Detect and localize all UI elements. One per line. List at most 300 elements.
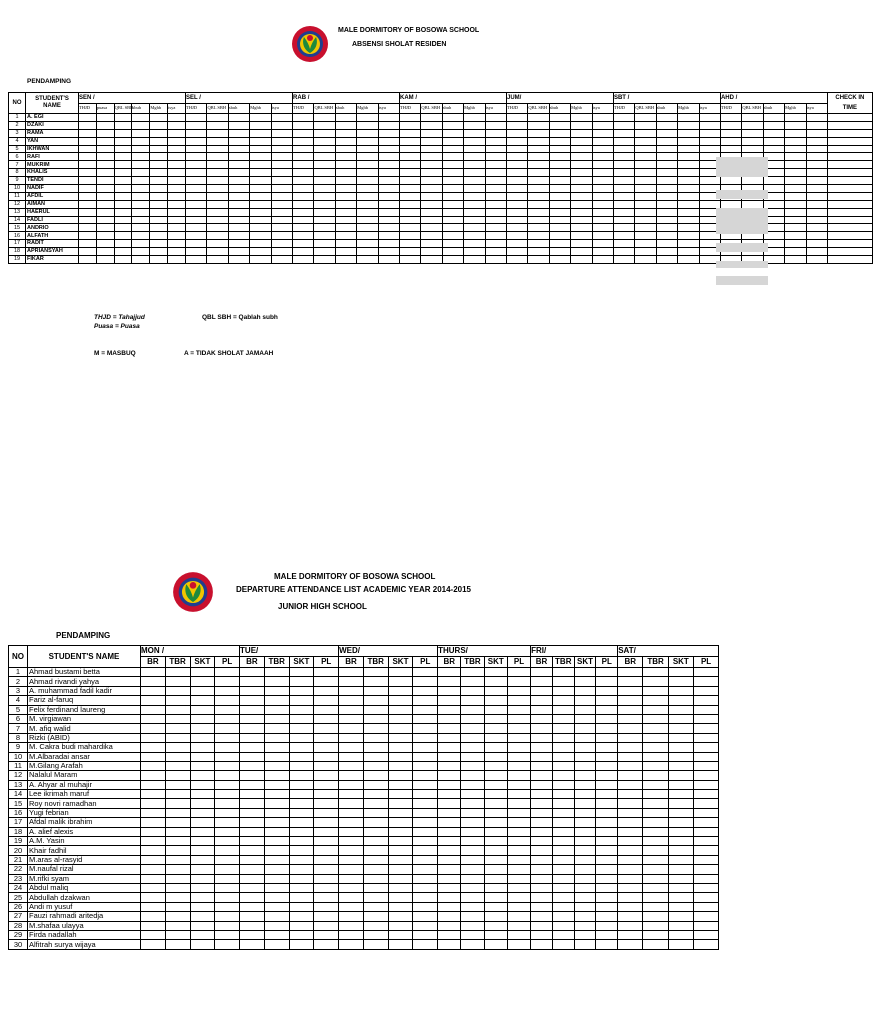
attendance-cell[interactable] [264,743,289,752]
attendance-cell[interactable] [643,846,668,855]
attendance-cell[interactable] [571,169,592,177]
attendance-cell[interactable] [613,216,634,224]
attendance-cell[interactable] [484,837,507,846]
attendance-cell[interactable] [250,232,271,240]
attendance-cell[interactable] [485,208,506,216]
attendance-cell[interactable] [656,177,677,185]
attendance-cell[interactable] [742,145,763,153]
attendance-cell[interactable] [79,192,97,200]
attendance-cell[interactable] [165,724,190,733]
attendance-cell[interactable] [250,121,271,129]
attendance-cell[interactable] [693,752,718,761]
attendance-cell[interactable] [363,733,388,742]
attendance-cell[interactable] [228,248,249,256]
attendance-cell[interactable] [438,724,461,733]
attendance-cell[interactable] [141,780,166,789]
attendance-cell[interactable] [339,930,364,939]
attendance-cell[interactable] [215,837,240,846]
attendance-cell[interactable] [363,940,388,949]
attendance-cell[interactable] [264,771,289,780]
attendance-cell[interactable] [421,240,442,248]
attendance-cell[interactable] [484,752,507,761]
attendance-cell[interactable] [421,248,442,256]
attendance-cell[interactable] [528,129,549,137]
attendance-cell[interactable] [293,161,314,169]
attendance-cell[interactable] [141,686,166,695]
attendance-cell[interactable] [506,161,527,169]
attendance-cell[interactable] [592,129,613,137]
attendance-cell[interactable] [400,224,421,232]
attendance-cell[interactable] [461,837,484,846]
attendance-cell[interactable] [421,224,442,232]
attendance-cell[interactable] [240,799,265,808]
attendance-cell[interactable] [228,177,249,185]
attendance-cell[interactable] [596,912,618,921]
attendance-cell[interactable] [438,865,461,874]
attendance-cell[interactable] [485,153,506,161]
attendance-cell[interactable] [571,137,592,145]
attendance-cell[interactable] [357,177,378,185]
attendance-cell[interactable] [668,668,693,677]
attendance-cell[interactable] [165,883,190,892]
attendance-cell[interactable] [678,200,699,208]
attendance-cell[interactable] [363,846,388,855]
attendance-cell[interactable] [507,780,530,789]
attendance-cell[interactable] [592,232,613,240]
attendance-cell[interactable] [141,790,166,799]
attendance-cell[interactable] [643,893,668,902]
attendance-cell[interactable] [357,185,378,193]
attendance-cell[interactable] [293,216,314,224]
attendance-cell[interactable] [335,129,356,137]
attendance-cell[interactable] [643,855,668,864]
attendance-cell[interactable] [528,177,549,185]
attendance-cell[interactable] [574,902,596,911]
attendance-cell[interactable] [484,912,507,921]
attendance-cell[interactable] [643,761,668,770]
attendance-cell[interactable] [613,145,634,153]
attendance-cell[interactable] [363,818,388,827]
attendance-cell[interactable] [190,940,215,949]
attendance-cell[interactable] [413,827,438,836]
attendance-cell[interactable] [207,169,228,177]
attendance-cell[interactable] [114,114,132,122]
attendance-cell[interactable] [413,714,438,723]
attendance-cell[interactable] [549,145,570,153]
attendance-cell[interactable] [215,865,240,874]
attendance-cell[interactable] [656,153,677,161]
attendance-cell[interactable] [643,902,668,911]
attendance-cell[interactable] [168,185,186,193]
attendance-cell[interactable] [438,696,461,705]
attendance-cell[interactable] [190,761,215,770]
attendance-cell[interactable] [271,256,292,264]
attendance-cell[interactable] [785,200,806,208]
attendance-cell[interactable] [693,883,718,892]
attendance-cell[interactable] [264,855,289,864]
attendance-cell[interactable] [635,192,656,200]
attendance-cell[interactable] [207,216,228,224]
attendance-cell[interactable] [207,177,228,185]
attendance-cell[interactable] [264,902,289,911]
attendance-cell[interactable] [643,930,668,939]
attendance-cell[interactable] [678,121,699,129]
attendance-cell[interactable] [289,883,314,892]
attendance-cell[interactable] [413,893,438,902]
attendance-cell[interactable] [806,153,827,161]
attendance-cell[interactable] [363,668,388,677]
attendance-cell[interactable] [289,696,314,705]
attendance-cell[interactable] [635,248,656,256]
attendance-cell[interactable] [438,743,461,752]
attendance-cell[interactable] [141,855,166,864]
attendance-cell[interactable] [596,893,618,902]
attendance-cell[interactable] [618,780,643,789]
attendance-cell[interactable] [592,192,613,200]
attendance-cell[interactable] [549,232,570,240]
attendance-cell[interactable] [150,129,168,137]
attendance-cell[interactable] [240,827,265,836]
attendance-cell[interactable] [571,200,592,208]
attendance-cell[interactable] [693,818,718,827]
attendance-cell[interactable] [531,883,553,892]
attendance-cell[interactable] [228,192,249,200]
attendance-cell[interactable] [635,200,656,208]
attendance-cell[interactable] [531,808,553,817]
attendance-cell[interactable] [484,761,507,770]
attendance-cell[interactable] [592,216,613,224]
attendance-cell[interactable] [400,256,421,264]
attendance-cell[interactable] [363,780,388,789]
attendance-cell[interactable] [150,169,168,177]
attendance-cell[interactable] [574,771,596,780]
attendance-cell[interactable] [228,185,249,193]
attendance-cell[interactable] [618,743,643,752]
attendance-cell[interactable] [79,177,97,185]
attendance-cell[interactable] [388,668,413,677]
attendance-cell[interactable] [114,248,132,256]
attendance-cell[interactable] [643,780,668,789]
attendance-cell[interactable] [314,668,339,677]
attendance-cell[interactable] [596,799,618,808]
attendance-cell[interactable] [190,818,215,827]
attendance-cell[interactable] [549,114,570,122]
attendance-cell[interactable] [186,248,207,256]
attendance-cell[interactable] [574,761,596,770]
attendance-cell[interactable] [293,248,314,256]
attendance-cell[interactable] [635,224,656,232]
attendance-cell[interactable] [240,846,265,855]
attendance-cell[interactable] [806,129,827,137]
attendance-cell[interactable] [413,846,438,855]
attendance-cell[interactable] [668,714,693,723]
attendance-cell[interactable] [378,200,399,208]
attendance-cell[interactable] [643,752,668,761]
attendance-cell[interactable] [168,240,186,248]
attendance-cell[interactable] [785,161,806,169]
attendance-cell[interactable] [785,153,806,161]
attendance-cell[interactable] [785,177,806,185]
attendance-cell[interactable] [484,808,507,817]
attendance-cell[interactable] [531,705,553,714]
attendance-cell[interactable] [289,940,314,949]
attendance-cell[interactable] [656,200,677,208]
attendance-cell[interactable] [388,752,413,761]
attendance-cell[interactable] [363,912,388,921]
attendance-cell[interactable] [668,921,693,930]
attendance-cell[interactable] [207,256,228,264]
attendance-cell[interactable] [438,733,461,742]
attendance-cell[interactable] [720,145,741,153]
attendance-cell[interactable] [378,177,399,185]
attendance-cell[interactable] [507,771,530,780]
attendance-cell[interactable] [484,724,507,733]
attendance-cell[interactable] [531,668,553,677]
attendance-cell[interactable] [592,208,613,216]
attendance-cell[interactable] [549,129,570,137]
attendance-cell[interactable] [613,248,634,256]
attendance-cell[interactable] [785,121,806,129]
attendance-cell[interactable] [613,129,634,137]
attendance-cell[interactable] [363,874,388,883]
attendance-cell[interactable] [678,256,699,264]
attendance-cell[interactable] [388,761,413,770]
attendance-cell[interactable] [442,240,463,248]
attendance-cell[interactable] [250,192,271,200]
attendance-cell[interactable] [388,696,413,705]
attendance-cell[interactable] [785,114,806,122]
attendance-cell[interactable] [240,752,265,761]
attendance-cell[interactable] [552,790,574,799]
attendance-cell[interactable] [531,761,553,770]
attendance-cell[interactable] [250,240,271,248]
attendance-cell[interactable] [264,780,289,789]
attendance-cell[interactable] [228,129,249,137]
attendance-cell[interactable] [668,733,693,742]
attendance-cell[interactable] [250,248,271,256]
attendance-cell[interactable] [421,137,442,145]
attendance-cell[interactable] [190,771,215,780]
attendance-cell[interactable] [400,216,421,224]
attendance-cell[interactable] [785,208,806,216]
attendance-cell[interactable] [400,169,421,177]
attendance-cell[interactable] [461,696,484,705]
attendance-cell[interactable] [141,668,166,677]
attendance-cell[interactable] [357,137,378,145]
attendance-cell[interactable] [165,686,190,695]
attendance-cell[interactable] [357,232,378,240]
attendance-cell[interactable] [215,893,240,902]
attendance-cell[interactable] [693,827,718,836]
attendance-cell[interactable] [656,224,677,232]
attendance-cell[interactable] [484,705,507,714]
attendance-cell[interactable] [314,902,339,911]
attendance-cell[interactable] [484,921,507,930]
attendance-cell[interactable] [289,827,314,836]
attendance-cell[interactable] [592,114,613,122]
attendance-cell[interactable] [293,256,314,264]
attendance-cell[interactable] [271,169,292,177]
attendance-cell[interactable] [785,248,806,256]
attendance-cell[interactable] [335,232,356,240]
attendance-cell[interactable] [335,114,356,122]
attendance-cell[interactable] [114,240,132,248]
attendance-cell[interactable] [141,714,166,723]
attendance-cell[interactable] [506,240,527,248]
attendance-cell[interactable] [339,705,364,714]
attendance-cell[interactable] [240,818,265,827]
attendance-cell[interactable] [613,208,634,216]
attendance-cell[interactable] [574,705,596,714]
attendance-cell[interactable] [165,780,190,789]
attendance-cell[interactable] [461,771,484,780]
attendance-cell[interactable] [271,192,292,200]
attendance-cell[interactable] [574,874,596,883]
attendance-cell[interactable] [378,161,399,169]
attendance-cell[interactable] [150,208,168,216]
attendance-cell[interactable] [699,200,720,208]
attendance-cell[interactable] [335,169,356,177]
attendance-cell[interactable] [442,224,463,232]
attendance-cell[interactable] [186,224,207,232]
attendance-cell[interactable] [785,256,806,264]
attendance-cell[interactable] [240,771,265,780]
attendance-cell[interactable] [378,248,399,256]
attendance-cell[interactable] [596,902,618,911]
attendance-cell[interactable] [186,240,207,248]
attendance-cell[interactable] [335,145,356,153]
attendance-cell[interactable] [378,192,399,200]
attendance-cell[interactable] [656,232,677,240]
attendance-cell[interactable] [190,724,215,733]
attendance-cell[interactable] [438,883,461,892]
attendance-cell[interactable] [400,248,421,256]
attendance-cell[interactable] [388,808,413,817]
attendance-cell[interactable] [96,216,114,224]
attendance-cell[interactable] [114,232,132,240]
attendance-cell[interactable] [438,780,461,789]
attendance-cell[interactable] [442,161,463,169]
attendance-cell[interactable] [293,192,314,200]
attendance-cell[interactable] [250,137,271,145]
attendance-cell[interactable] [271,208,292,216]
attendance-cell[interactable] [114,121,132,129]
attendance-cell[interactable] [207,192,228,200]
attendance-cell[interactable] [79,232,97,240]
attendance-cell[interactable] [132,200,150,208]
attendance-cell[interactable] [165,940,190,949]
attendance-cell[interactable] [785,224,806,232]
attendance-cell[interactable] [250,161,271,169]
attendance-cell[interactable] [507,743,530,752]
attendance-cell[interactable] [806,169,827,177]
attendance-cell[interactable] [314,883,339,892]
attendance-cell[interactable] [207,208,228,216]
attendance-cell[interactable] [413,733,438,742]
attendance-cell[interactable] [339,714,364,723]
attendance-cell[interactable] [96,121,114,129]
attendance-cell[interactable] [378,208,399,216]
attendance-cell[interactable] [339,799,364,808]
attendance-cell[interactable] [335,137,356,145]
attendance-cell[interactable] [461,912,484,921]
attendance-cell[interactable] [357,114,378,122]
attendance-cell[interactable] [150,224,168,232]
attendance-cell[interactable] [485,185,506,193]
attendance-cell[interactable] [79,114,97,122]
attendance-cell[interactable] [461,921,484,930]
attendance-cell[interactable] [271,224,292,232]
attendance-cell[interactable] [507,752,530,761]
attendance-cell[interactable] [314,912,339,921]
attendance-cell[interactable] [531,930,553,939]
attendance-cell[interactable] [363,790,388,799]
attendance-cell[interactable] [592,121,613,129]
attendance-cell[interactable] [484,780,507,789]
attendance-cell[interactable] [314,790,339,799]
attendance-cell[interactable] [613,192,634,200]
attendance-cell[interactable] [378,169,399,177]
attendance-cell[interactable] [438,855,461,864]
attendance-cell[interactable] [461,940,484,949]
attendance-cell[interactable] [442,153,463,161]
attendance-cell[interactable] [264,846,289,855]
attendance-cell[interactable] [132,208,150,216]
attendance-cell[interactable] [464,224,485,232]
attendance-cell[interactable] [96,129,114,137]
attendance-cell[interactable] [785,137,806,145]
attendance-cell[interactable] [438,930,461,939]
attendance-cell[interactable] [421,129,442,137]
attendance-cell[interactable] [618,902,643,911]
attendance-cell[interactable] [592,256,613,264]
attendance-cell[interactable] [785,129,806,137]
attendance-cell[interactable] [190,668,215,677]
attendance-cell[interactable] [668,874,693,883]
attendance-cell[interactable] [618,714,643,723]
attendance-cell[interactable] [506,121,527,129]
attendance-cell[interactable] [264,865,289,874]
attendance-cell[interactable] [484,827,507,836]
attendance-cell[interactable] [168,208,186,216]
attendance-cell[interactable] [141,837,166,846]
attendance-cell[interactable] [485,161,506,169]
attendance-cell[interactable] [215,686,240,695]
attendance-cell[interactable] [643,874,668,883]
attendance-cell[interactable] [596,808,618,817]
attendance-cell[interactable] [264,724,289,733]
attendance-cell[interactable] [656,192,677,200]
attendance-cell[interactable] [806,121,827,129]
attendance-cell[interactable] [678,185,699,193]
attendance-cell[interactable] [289,912,314,921]
attendance-cell[interactable] [114,137,132,145]
attendance-cell[interactable] [635,256,656,264]
attendance-cell[interactable] [442,192,463,200]
attendance-cell[interactable] [96,169,114,177]
attendance-cell[interactable] [215,818,240,827]
attendance-cell[interactable] [438,771,461,780]
attendance-cell[interactable] [552,752,574,761]
attendance-cell[interactable] [656,161,677,169]
attendance-cell[interactable] [190,893,215,902]
attendance-cell[interactable] [785,145,806,153]
attendance-cell[interactable] [827,200,872,208]
attendance-cell[interactable] [552,668,574,677]
attendance-cell[interactable] [596,930,618,939]
attendance-cell[interactable] [485,129,506,137]
attendance-cell[interactable] [388,818,413,827]
